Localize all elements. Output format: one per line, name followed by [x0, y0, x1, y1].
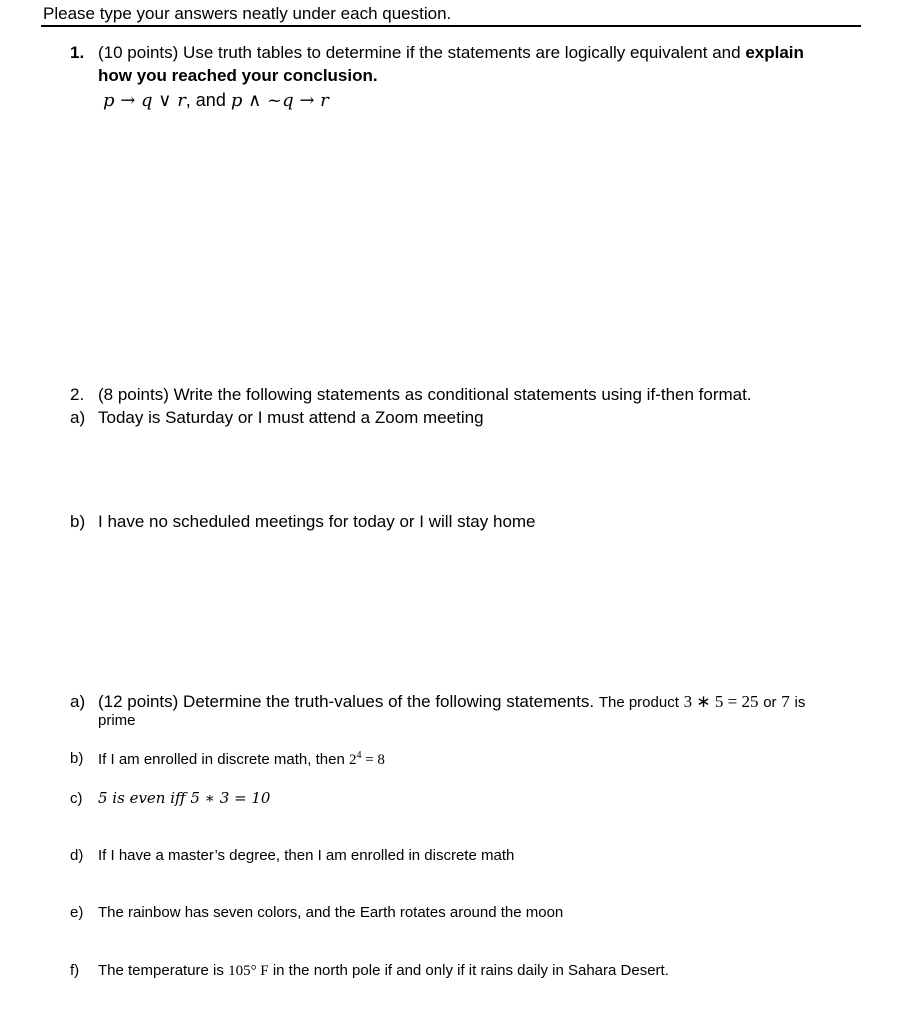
q3-b-main: If I am enrolled in discrete math, then: [98, 751, 345, 768]
q3-b-text: [98, 750, 385, 769]
q1-text-line2: how you reached your conclusion.: [98, 66, 378, 85]
q2-b-text: I have no scheduled meetings for today or I will stay home: [98, 512, 536, 531]
q2-a-text: Today is Saturday or I must attend a Zoom meeting: [98, 408, 484, 427]
q1-expr2: p ∧ ~q → r: [230, 90, 329, 111]
q3-f-label: f): [70, 962, 80, 979]
q1-joiner: , and: [185, 90, 226, 110]
q1-bold-inline: explain: [745, 43, 804, 62]
q2-text: (8 points) Write the following statements as conditional statements using if-then format.: [98, 385, 752, 404]
q3-a-small: The product: [598, 694, 679, 711]
q3-a-main: (12 points) Determine the truth-values of the following statements.: [98, 692, 595, 711]
q2-a-label: a): [70, 408, 86, 427]
q1-text: [98, 41, 804, 64]
q1-number: 1.: [70, 43, 85, 62]
q1-expressions: [103, 89, 329, 112]
q3-a-or: or: [763, 694, 777, 711]
q3-f-text: [98, 962, 669, 980]
q3-b-math: $2^4 = 8$: [348, 750, 385, 768]
q3-a-is: is: [794, 694, 806, 711]
q3-a-line2: prime: [98, 712, 136, 729]
q2-number: 2.: [70, 385, 85, 404]
q3-f-math: 105° F: [228, 963, 269, 979]
q3-a-text: [98, 690, 805, 714]
q3-e-label: e): [70, 904, 84, 921]
q3-c-label: c): [70, 790, 83, 807]
q3-d-text: If I have a master’s degree, then I am enrolled in discrete math: [98, 847, 515, 864]
q1-expr1: p → q ∨ r: [103, 90, 186, 111]
q2-b-label: b): [70, 512, 86, 531]
q3-a-label: a): [70, 692, 86, 711]
q3-d-label: d): [70, 847, 84, 864]
q1-text-pre: (10 points) Use truth tables to determine if the statements are logically equivalent and: [98, 43, 741, 62]
q3-b-label: b): [70, 750, 84, 767]
page-instruction: Please type your answers neatly under each question.: [43, 4, 452, 23]
q3-f-post: in the north pole if and only if it rains daily in Sahara Desert.: [272, 962, 669, 979]
q3-f-pre: The temperature is: [98, 962, 224, 979]
q3-c-math: 5 is even iff 5 ∗ 3 = 10: [98, 789, 271, 807]
q3-e-text: The rainbow has seven colors, and the Earth rotates around the moon: [98, 904, 564, 921]
q3-a-math: 3 ∗ 5 = 25: [683, 692, 759, 711]
q3-a-math2: 7: [781, 692, 790, 711]
header-rule: [41, 25, 861, 27]
